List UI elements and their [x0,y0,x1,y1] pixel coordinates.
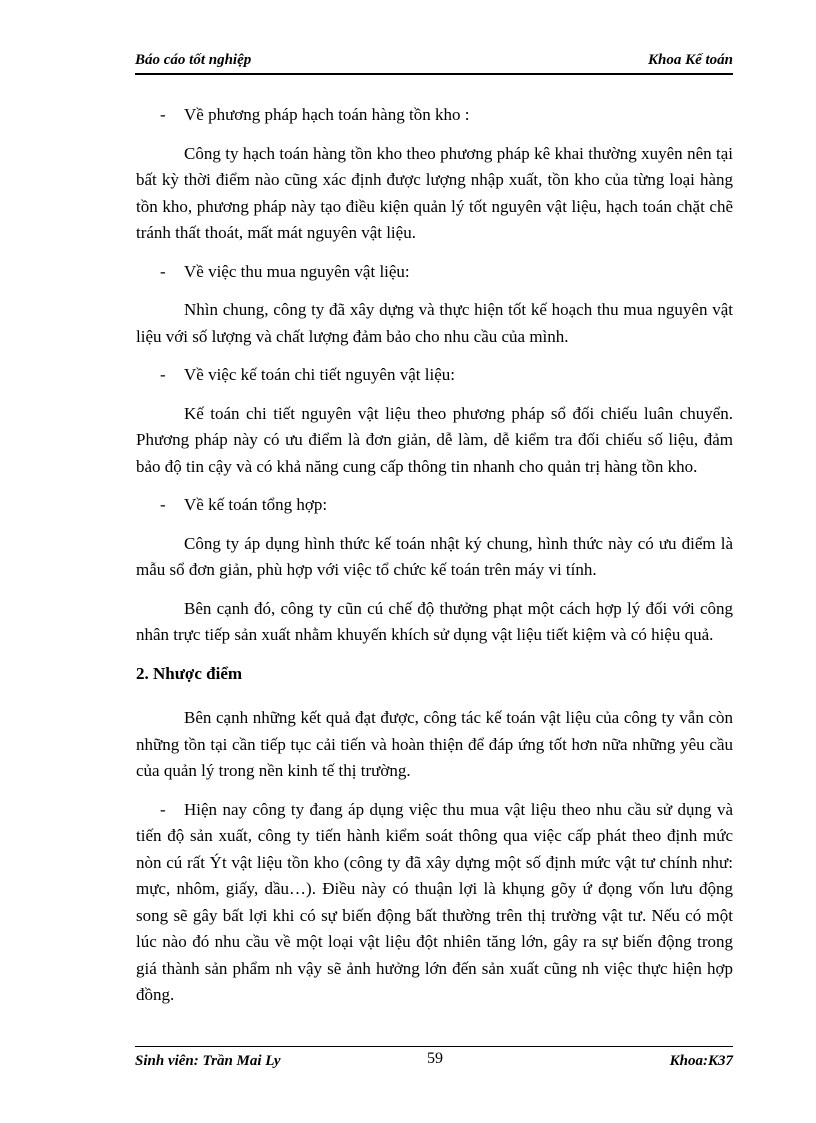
paragraph-reward-policy: Bên cạnh đó, công ty cũn cú chế độ thưởng phạt một cách hợp lý đối với công nhân trực tiếp sản xuất nhằm khuyến khích sử dụng vật liệu tiết kiệm và có hiệu quả. [136,598,733,644]
bullet-general-accounting: - Về kế toán tổng hợp: [136,492,733,519]
section-heading-weaknesses: 2. Nhược điểm [136,663,243,683]
footer-class: Khoa:K37 [669,1053,733,1069]
page-content [136,102,733,1021]
bullet-inventory-method: - Về phương pháp hạch toán hàng tồn kho : [136,102,733,129]
bullet-purchasing: - Về việc thu mua nguyên vật liệu: [136,259,733,286]
paragraph-detailed-accounting: Kế toán chi tiết nguyên vật liệu theo phương pháp sổ đối chiếu luân chuyển. Phương pháp này có ưu điểm là đơn giản, dễ làm, dễ kiểm tra đối chiếu số liệu, đảm bảo độ tin cậy và có khả năng cung cấp thông tin nhanh cho quản trị hàng tồn kho. [136,403,733,476]
paragraph-limitations: Bên cạnh những kết quả đạt được, công tác kế toán vật liệu của công ty vẫn còn những tồn tại cần tiếp tục cải tiến và hoàn thiện để đáp ứng tốt hơn nữa những yêu cầu của quản lý trong nền kinh tế thị trường. [136,708,733,780]
paragraph-general-accounting: Công ty áp dụng hình thức kế toán nhật ký chung, hình thức này có ưu điểm là mẫu sổ đơn giản, phù hợp với việc tổ chức kế toán trên máy vi tính. [136,533,733,579]
page-header [135,51,733,75]
paragraph-purchasing: Nhìn chung, công ty đã xây dựng và thực hiện tốt kế hoạch thu mua nguyên vật liệu với số lượng và chất lượng đảm bảo cho nhu cầu của mình. [136,300,733,346]
header-report-title: Báo cáo tốt nghiệp [135,52,252,68]
footer-student-name: Sinh viên: Trần Mai Ly [135,1053,281,1069]
header-department: Khoa Kế toán [647,52,733,68]
page-footer [135,1046,733,1071]
page-number: 59 [427,1050,443,1067]
bullet-purchasing-weakness: - Hiện nay công ty đang áp dụng việc thu mua vật liệu theo nhu cầu sử dụng và tiến độ sản xuất, công ty tiến hành kiểm soát thông qua việc cấp phát theo định mức nòn cú rất Ýt vật liệu tồn kho (công ty đã xây dựng một số định mức vật tư chính như: mực, nhôm, giấy, dầu…). Điều này có thuận lợi là khụng gõy ứ đọng vốn lưu động song sẽ gây bất lợi khi có sự biến động bất thường trên thị trường vật tư. Nếu có một lúc nào đó nhu cầu về một loại vật liệu đột nhiên tăng lớn, gây ra sự biến động trong giá thành sản phẩm nh vậy sẽ ảnh hưởng lớn đến sản xuất cũng nh việc thực hiện hợp đồng. [136,797,733,1009]
paragraph-inventory-method: Công ty hạch toán hàng tồn kho theo phương pháp kê khai thường xuyên nên tại bất kỳ thời điểm nào cũng xác định được lượng nhập xuất, tồn kho của từng loại hàng tồn kho, phương pháp này tạo điều kiện quản lý tốt nguyên vật liệu, hạch toán chặt chẽ tránh thất thoát, mất mát nguyên vật liệu. [136,143,733,242]
bullet-detailed-accounting: - Về việc kế toán chi tiết nguyên vật liệu: [136,362,733,389]
